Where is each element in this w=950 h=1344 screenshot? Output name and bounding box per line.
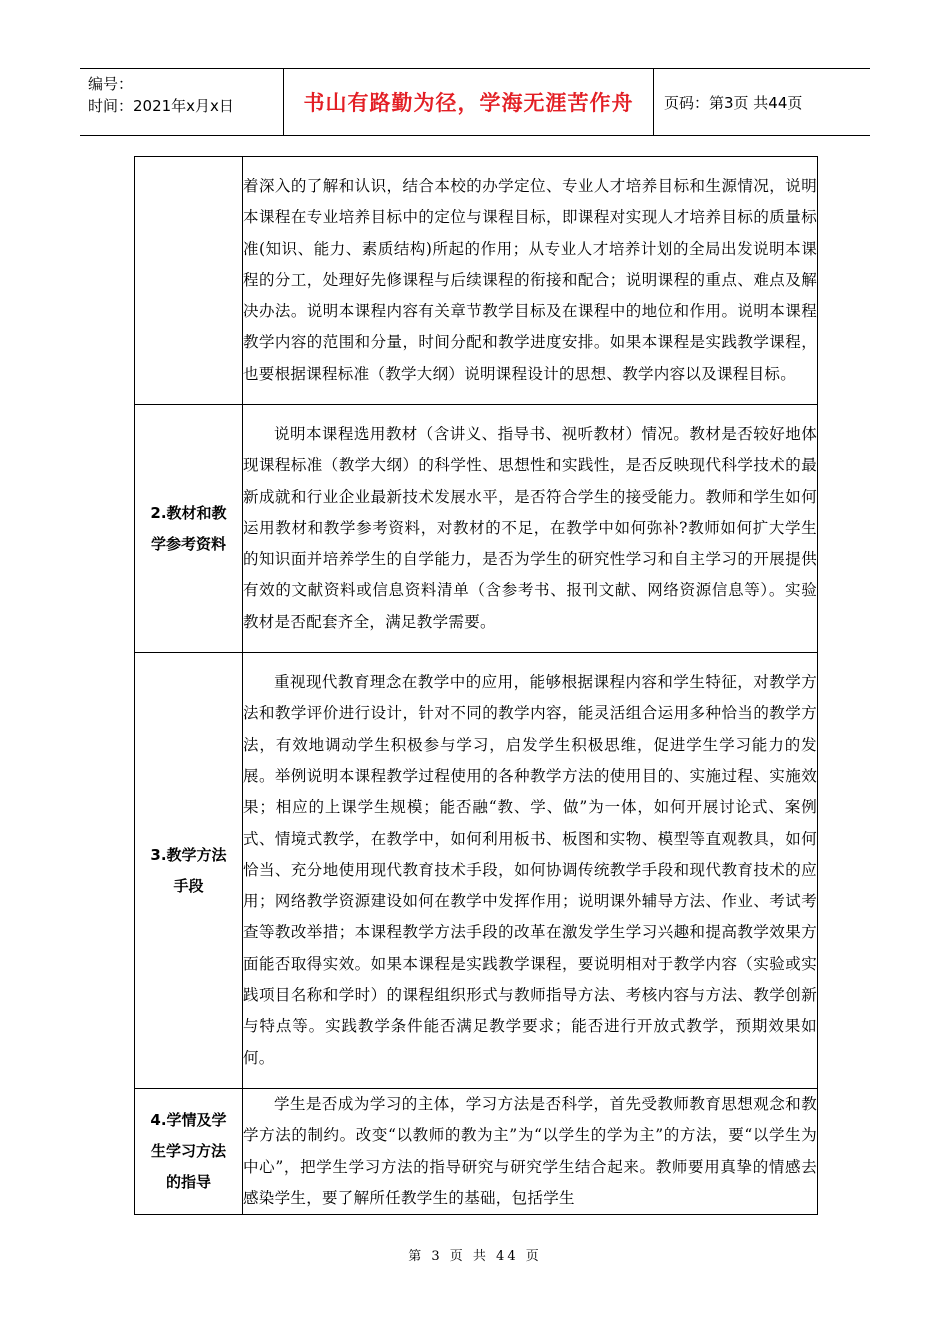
content-table xyxy=(134,156,818,1215)
row-label xyxy=(135,157,243,405)
page-header xyxy=(80,68,870,136)
table-row xyxy=(135,157,818,405)
page-info: 页码：第3页 共44页 xyxy=(664,93,803,112)
row-content: 学生是否成为学习的主体，学习方法是否科学，首先受教师教育思想观念和教学方法的制约。改变“以教师的教为主”为“以学生的学为主”的方法，要“以学生为中心”，把学生学习方法的指导研究与研究学生结合起来。教师要用真挚的情感去感染学生，要了解所任教学生的基础，包括学生 xyxy=(243,1089,818,1215)
row-label-text: 3.教学方法手段 xyxy=(150,845,227,895)
table-row xyxy=(135,653,818,1089)
row-content: 着深入的了解和认识，结合本校的办学定位、专业人才培养目标和生源情况，说明本课程在专业培养目标中的定位与课程目标，即课程对实现人才培养目标的质量标准(知识、能力、素质结构)所起的作用；从专业人才培养计划的全局出发说明本课程的分工，处理好先修课程与后续课程的衔接和配合；说明课程的重点、难点及解决办法。说明本课程内容有关章节教学目标及在课程中的地位和作用。说明本课程教学内容的范围和分量，时间分配和教学进度安排。如果本课程是实践教学课程，也要根据课程标准（教学大纲）说明课程设计的思想、教学内容以及课程目标。 xyxy=(243,157,818,405)
row-content: 重视现代教育理念在教学中的应用，能够根据课程内容和学生特征，对教学方法和教学评价进行设计，针对不同的教学内容，能灵活组合运用多种恰当的教学方法，有效地调动学生积极参与学习，启发学生积极思维，促进学生学习能力的发展。举例说明本课程教学过程使用的各种教学方法的使用目的、实施过程、实施效果；相应的上课学生规模；能否融“教、学、做”为一体，如何开展讨论式、案例式、情境式教学，在教学中，如何利用板书、板图和实物、模型等直观教具，如何恰当、充分地使用现代教育技术手段，如何协调传统教学手段和现代教育技术的应用；网络教学资源建设如何在教学中发挥作用；说明课外辅导方法、作业、考试考查等教改举措；本课程教学方法手段的改革在激发学生学习兴趣和提高教学效果方面能否取得实效。如果本课程是实践教学课程，要说明相对于教学内容（实验或实践项目名称和学时）的课程组织形式与教师指导方法、考核内容与方法、教学创新与特点等。实践教学条件能否满足教学要求；能否进行开放式教学，预期效果如何。 xyxy=(243,653,818,1089)
row-label-text: 4.学情及学生学习方法的指导 xyxy=(150,1111,227,1192)
motto-text: 书山有路勤为径，学海无涯苦作舟 xyxy=(303,91,634,115)
row-label xyxy=(135,653,243,1089)
row-label-text: 2.教材和教学参考资料 xyxy=(150,503,227,553)
row-label xyxy=(135,1089,243,1215)
page-footer: 第 3 页 共 44 页 xyxy=(408,1249,542,1264)
table-row xyxy=(135,405,818,653)
header-motto-cell xyxy=(284,69,654,135)
date-label: 时间：2021年x月x日 xyxy=(88,97,234,115)
row-label xyxy=(135,405,243,653)
row-content: 说明本课程选用教材（含讲义、指导书、视听教材）情况。教材是否较好地体现课程标准（教学大纲）的科学性、思想性和实践性，是否反映现代科学技术的最新成就和行业企业最新技术发展水平，是否符合学生的接受能力。教师和学生如何运用教材和教学参考资料，对教材的不足，在教学中如何弥补?教师如何扩大学生的知识面并培养学生的自学能力，是否为学生的研究性学习和自主学习的开展提供有效的文献资料或信息资料清单（含参考书、报刊文献、网络资源信息等）。实验教材是否配套齐全，满足教学需要。 xyxy=(243,405,818,653)
header-left-cell xyxy=(80,69,284,135)
table-row xyxy=(135,1089,818,1215)
header-page-cell xyxy=(654,69,870,135)
serial-number-label: 编号： xyxy=(88,75,134,93)
